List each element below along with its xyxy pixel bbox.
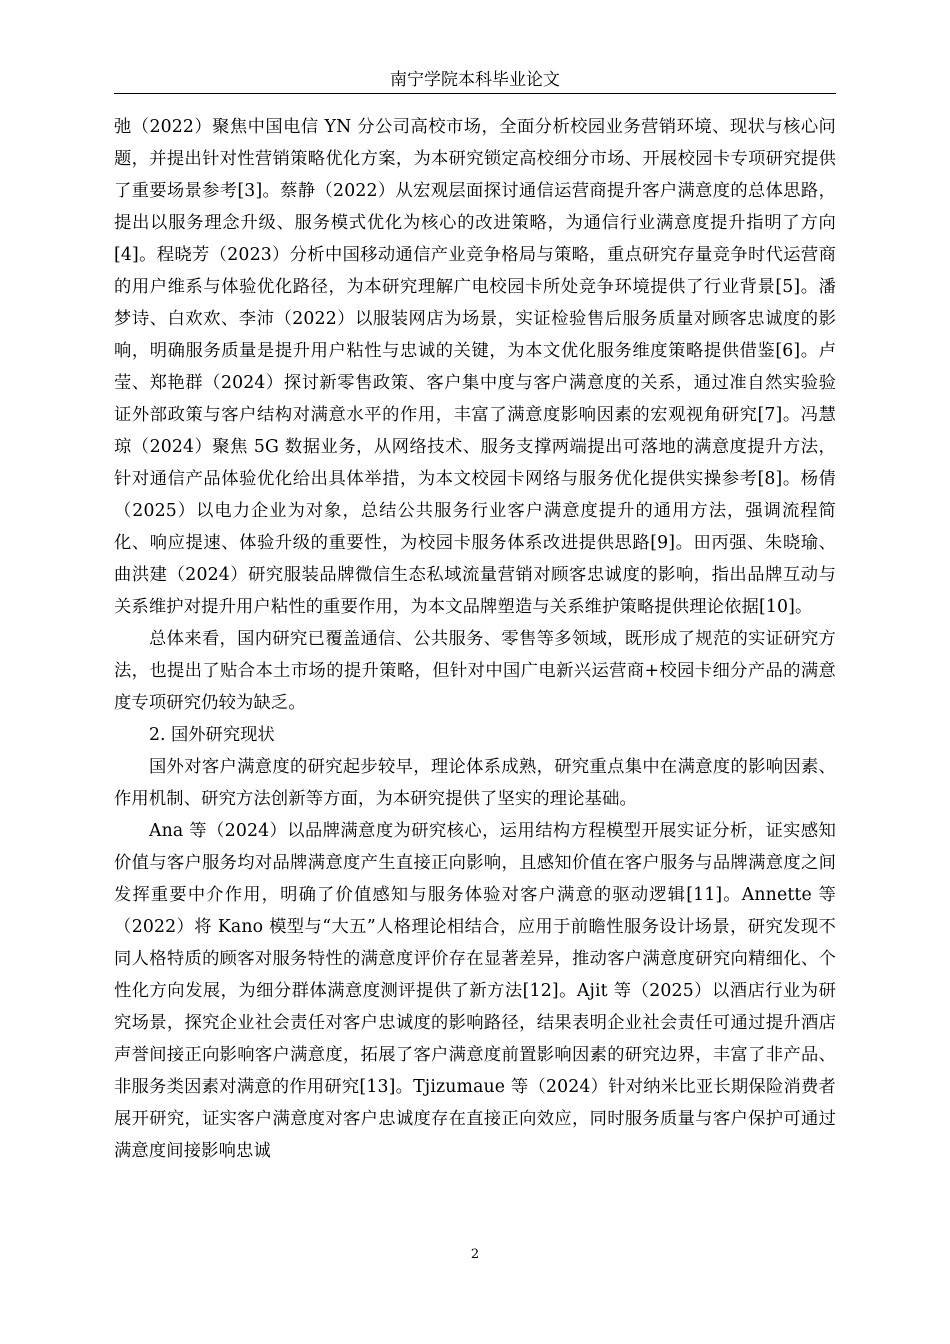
page-number: 2 xyxy=(470,1247,480,1262)
paragraph-foreign-intro: 国外对客户满意度的研究起步较早，理论体系成熟，研究重点集中在满意度的影响因素、作用机制、研究方法创新等方面，为本研究提供了坚实的理论基础。 xyxy=(114,757,836,809)
page-body xyxy=(114,111,836,1167)
paragraph-foreign-review: Ana 等（2024）以品牌满意度为研究核心，运用结构方程模型开展实证分析，证实感知价值与客户服务均对品牌满意度产生直接正向影响，且感知价值在客户服务与品牌满意度之间发挥重要中介作用，明确了价值感知与服务体验对客户满意的驱动逻辑[11]。Annette 等（2022）将 Kano 模型与“大五”人格理论相结合，应用于前瞻性服务设计场景，研究发现不同人格特质的顾客对服务特性的满意度评价存在显著差异，推动客户满意度研究向精细化、个性化方向发展，为细分群体满意度测评提供了新方法[12]。Ajit 等（2025）以酒店行业为研究场景，探究企业社会责任对客户忠诚度的影响路径，结果表明企业社会责任可通过提升酒店声誉间接正向影响客户满意度，拓展了客户满意度前置影响因素的研究边界，丰富了非产品、非服务类因素对满意的作用研究[13]。Tjizumaue 等（2024）针对纳米比亚长期保险消费者展开研究，证实客户满意度对客户忠诚度存在直接正向效应，同时服务质量与客户保护可通过满意度间接影响忠诚 xyxy=(114,821,836,1161)
paragraph-domestic-summary: 总体来看，国内研究已覆盖通信、公共服务、零售等多领域，既形成了规范的实证研究方法，也提出了贴合本土市场的提升策略，但针对中国广电新兴运营商+校园卡细分产品的满意度专项研究仍较为缺乏。 xyxy=(114,629,836,713)
paragraph-domestic-review: 弛（2022）聚焦中国电信 YN 分公司高校市场，全面分析校园业务营销环境、现状与核心问题，并提出针对性营销策略优化方案，为本研究锁定高校细分市场、开展校园卡专项研究提供了重要场景参考[3]。蔡静（2022）从宏观层面探讨通信运营商提升客户满意度的总体思路，提出以服务理念升级、服务模式优化为核心的改进策略，为通信行业满意度提升指明了方向[4]。程晓芳（2023）分析中国移动通信产业竞争格局与策略，重点研究存量竞争时代运营商的用户维系与体验优化路径，为本研究理解广电校园卡所处竞争环境提供了行业背景[5]。潘梦诗、白欢欢、李沛（2022）以服装网店为场景，实证检验售后服务质量对顾客忠诚度的影响，明确服务质量是提升用户粘性与忠诚的关键，为本文优化服务维度策略提供借鉴[6]。卢莹、郑艳群（2024）探讨新零售政策、客户集中度与客户满意度的关系，通过准自然实验验证外部政策与客户结构对满意水平的作用，丰富了满意度影响因素的宏观视角研究[7]。冯慧琼（2024）聚焦 5G 数据业务，从网络技术、服务支撑两端提出可落地的满意度提升方法，针对通信产品体验优化给出具体举措，为本文校园卡网络与服务优化提供实操参考[8]。杨倩（2025）以电力企业为对象，总结公共服务行业客户满意度提升的通用方法，强调流程简化、响应提速、体验升级的重要性，为校园卡服务体系改进提供思路[9]。田丙强、朱晓瑜、曲洪建（2024）研究服装品牌微信生态私域流量营销对顾客忠诚度的影响，指出品牌互动与关系维护对提升用户粘性的重要作用，为本文品牌塑造与关系维护策略提供理论依据[10]。 xyxy=(114,117,836,617)
header-rule xyxy=(114,93,836,94)
page-header-title: 南宁学院本科毕业论文 xyxy=(390,70,560,90)
section-heading-foreign-research: 2. 国外研究现状 xyxy=(149,725,275,745)
